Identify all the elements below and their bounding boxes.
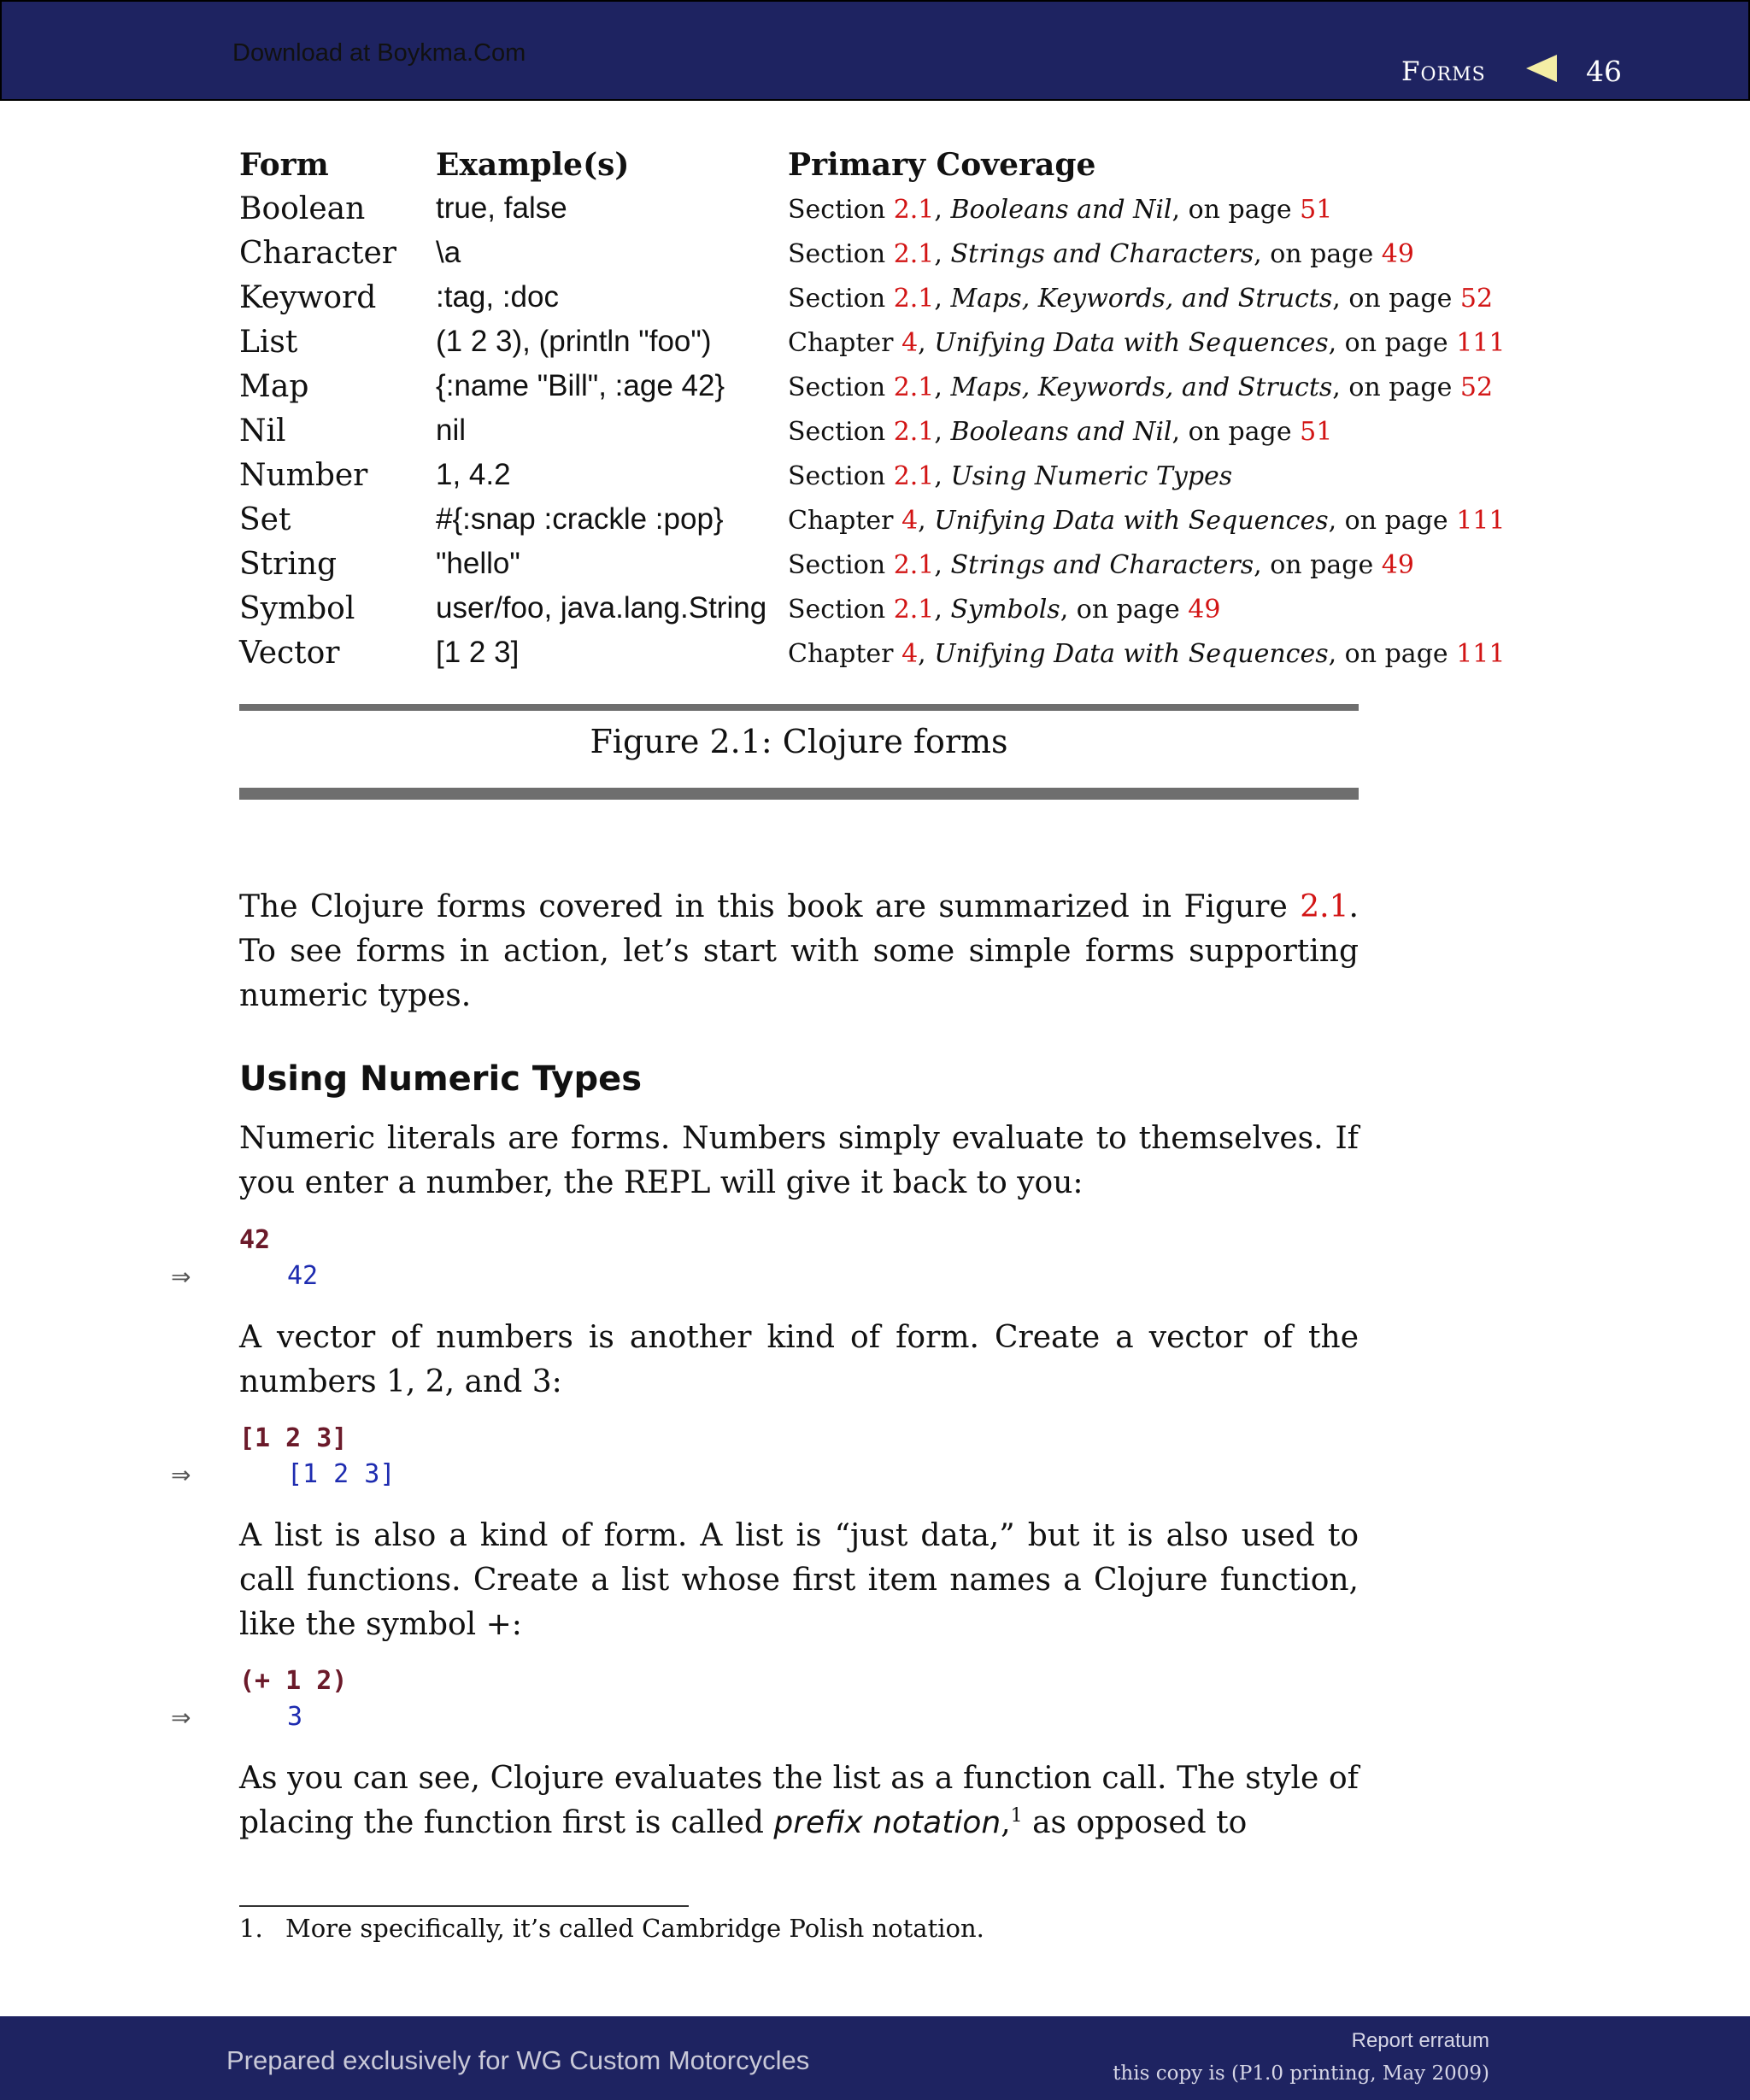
coverage-page-link[interactable]: 51	[1300, 195, 1333, 225]
form-cell: Boolean	[239, 191, 366, 226]
coverage-page-link[interactable]: 52	[1459, 372, 1494, 402]
table-row	[239, 636, 1506, 680]
coverage-number-link[interactable]: 2.1	[893, 417, 935, 447]
coverage-kind: Chapter	[788, 506, 894, 536]
coverage-on-page: , on page	[1172, 417, 1301, 447]
table-row	[239, 414, 1495, 458]
code-input: (+ 1 2)	[239, 1666, 348, 1696]
footnote-marker[interactable]: 1	[1010, 1805, 1023, 1827]
intro-paragraph	[239, 885, 1359, 1018]
coverage-number-link[interactable]: 2.1	[893, 550, 935, 580]
coverage-page-link[interactable]: 52	[1459, 284, 1494, 314]
footnote-rule	[239, 1905, 689, 1907]
download-note: Download at Boykma.Com	[232, 39, 526, 67]
coverage-cell: Section 2.1, Booleans and Nil, on page 51	[788, 195, 1333, 225]
example-cell: nil	[436, 414, 467, 447]
coverage-title: Maps, Keywords, and Structs	[950, 372, 1333, 402]
paragraph: Numeric literals are forms. Numbers simply evaluate to themselves. If you enter a number, the REPL will give it back to you:	[239, 1121, 1359, 1200]
coverage-cell: Section 2.1, Strings and Characters, on page 49	[788, 239, 1414, 269]
coverage-title: Unifying Data with Sequences	[934, 328, 1329, 358]
coverage-page-link[interactable]: 49	[1381, 239, 1414, 269]
column-header: Form	[239, 147, 329, 183]
coverage-kind: Section	[788, 595, 886, 625]
emphasis: prefix notation	[773, 1805, 1001, 1840]
coverage-title: Unifying Data with Sequences	[934, 639, 1329, 669]
coverage-on-page: , on page	[1332, 284, 1460, 314]
section-heading: Using Numeric Types	[239, 1059, 643, 1099]
form-cell: Nil	[239, 414, 286, 449]
coverage-on-page: , on page	[1254, 550, 1382, 580]
page-number: 46	[1586, 55, 1622, 88]
coverage-number-link[interactable]: 2.1	[893, 195, 935, 225]
coverage-on-page: , on page	[1328, 328, 1457, 358]
section-name: Forms	[1401, 56, 1486, 87]
example-cell: "hello"	[436, 547, 520, 580]
coverage-page-link[interactable]: 49	[1381, 550, 1414, 580]
column-header: Example(s)	[436, 147, 630, 183]
coverage-page-link[interactable]: 49	[1188, 595, 1221, 625]
form-cell: String	[239, 547, 338, 582]
column-header: Primary Coverage	[788, 147, 1096, 183]
paragraph: A vector of numbers is another kind of form. Create a vector of the numbers 1, 2, and 3:	[239, 1320, 1359, 1399]
result-arrow-icon: ⇒	[171, 1704, 191, 1732]
coverage-kind: Chapter	[788, 639, 894, 669]
footnote	[239, 1914, 984, 1943]
coverage-kind: Section	[788, 284, 886, 314]
table-row	[239, 458, 1495, 502]
prepared-for: Prepared exclusively for WG Custom Motorcycles	[226, 2045, 810, 2075]
coverage-kind: Section	[788, 239, 886, 269]
coverage-cell: Section 2.1, Booleans and Nil, on page 51	[788, 417, 1333, 447]
example-cell: [1 2 3]	[436, 636, 520, 669]
table-row	[239, 591, 1495, 636]
table-row	[239, 547, 1495, 591]
coverage-cell: Section 2.1, Maps, Keywords, and Structs, on page 52	[788, 372, 1494, 402]
example-cell: 1, 4.2	[436, 458, 511, 491]
form-cell: Set	[239, 502, 291, 537]
coverage-number-link[interactable]: 2.1	[893, 372, 935, 402]
form-cell: List	[239, 325, 298, 360]
coverage-page-link[interactable]: 111	[1456, 639, 1506, 669]
table-row	[239, 280, 1495, 325]
form-cell: Vector	[239, 636, 340, 671]
coverage-kind: Section	[788, 417, 886, 447]
code-input: 42	[239, 1225, 271, 1255]
report-erratum-link[interactable]: Report erratum	[1351, 2029, 1489, 2052]
coverage-cell: Chapter 4, Unifying Data with Sequences, on page 111	[788, 506, 1506, 536]
table-row	[239, 236, 1495, 280]
coverage-title: Using Numeric Types	[950, 461, 1233, 491]
code-output: 42	[287, 1261, 319, 1291]
result-arrow-icon: ⇒	[171, 1461, 191, 1489]
footnote-text: More specifically, it’s called Cambridge Polish notation.	[285, 1914, 984, 1943]
form-cell: Number	[239, 458, 368, 493]
table-row	[239, 325, 1506, 369]
coverage-title: Strings and Characters	[950, 550, 1254, 580]
table-header-row	[239, 147, 1495, 191]
coverage-kind: Chapter	[788, 328, 894, 358]
coverage-kind: Section	[788, 195, 886, 225]
example-cell: #{:snap :crackle :pop}	[436, 502, 724, 536]
punctuation: ,	[1001, 1805, 1011, 1840]
coverage-on-page: , on page	[1060, 595, 1189, 625]
code-input: [1 2 3]	[239, 1423, 348, 1453]
coverage-on-page: , on page	[1172, 195, 1301, 225]
form-cell: Symbol	[239, 591, 355, 626]
table-body	[239, 191, 1506, 680]
coverage-number-link[interactable]: 4	[901, 328, 919, 358]
coverage-number-link[interactable]: 4	[901, 506, 919, 536]
coverage-cell: Chapter 4, Unifying Data with Sequences, on page 111	[788, 639, 1506, 669]
coverage-on-page: , on page	[1328, 639, 1457, 669]
coverage-on-page: , on page	[1328, 506, 1457, 536]
coverage-page-link[interactable]: 111	[1456, 506, 1506, 536]
coverage-title: Strings and Characters	[950, 239, 1254, 269]
coverage-kind: Section	[788, 372, 886, 402]
table-row	[239, 369, 1495, 414]
coverage-cell: Section 2.1, Using Numeric Types	[788, 461, 1233, 491]
coverage-number-link[interactable]: 2.1	[893, 595, 935, 625]
coverage-page-link[interactable]: 51	[1300, 417, 1333, 447]
figure-link[interactable]: 2.1	[1300, 889, 1349, 924]
paragraph-text: As you can see, Clojure evaluates the list as a function call. The style of placing the function first is called	[239, 1761, 1359, 1840]
coverage-number-link[interactable]: 2.1	[893, 239, 935, 269]
coverage-cell: Section 2.1, Symbols, on page 49	[788, 595, 1221, 625]
coverage-on-page: , on page	[1332, 372, 1460, 402]
table-row	[239, 191, 1495, 236]
table-row	[239, 502, 1506, 547]
back-arrow-icon[interactable]	[1526, 55, 1557, 82]
example-cell: \a	[436, 236, 461, 269]
code-output: [1 2 3]	[287, 1459, 396, 1489]
coverage-kind: Section	[788, 461, 886, 491]
example-cell: :tag, :doc	[436, 280, 559, 314]
coverage-page-link[interactable]: 111	[1456, 328, 1506, 358]
example-cell: (1 2 3), (println "foo")	[436, 325, 712, 358]
form-cell: Keyword	[239, 280, 377, 315]
figure-rule-bottom	[239, 788, 1359, 800]
coverage-cell: Chapter 4, Unifying Data with Sequences, on page 111	[788, 328, 1506, 358]
coverage-title: Unifying Data with Sequences	[934, 506, 1329, 536]
paragraph-text: as opposed to	[1022, 1805, 1248, 1840]
coverage-title: Booleans and Nil	[950, 195, 1172, 225]
coverage-number-link[interactable]: 2.1	[893, 461, 935, 491]
coverage-on-page: , on page	[1254, 239, 1382, 269]
printing-info: this copy is (P1.0 printing, May 2009)	[1113, 2062, 1489, 2085]
coverage-number-link[interactable]: 2.1	[893, 284, 935, 314]
coverage-cell: Section 2.1, Strings and Characters, on page 49	[788, 550, 1414, 580]
code-output: 3	[287, 1702, 303, 1732]
example-cell: true, false	[436, 191, 567, 225]
form-cell: Map	[239, 369, 309, 404]
forms-table	[239, 147, 1506, 680]
coverage-title: Booleans and Nil	[950, 417, 1172, 447]
paragraph: A list is also a kind of form. A list is “just data,” but it is also used to call functions. Create a list whose first item names a Clojure function, like the symbol +:	[239, 1518, 1359, 1642]
coverage-title: Maps, Keywords, and Structs	[950, 284, 1333, 314]
coverage-kind: Section	[788, 550, 886, 580]
intro-text: The Clojure forms covered in this book are summarized in Figure	[239, 889, 1301, 924]
example-cell: {:name "Bill", :age 42}	[436, 369, 725, 402]
intro-text: . To see forms in action, let’s start with some simple forms supporting numeric types.	[239, 889, 1359, 1013]
figure-caption: Figure 2.1: Clojure forms	[590, 723, 1008, 760]
example-cell: user/foo, java.lang.String	[436, 591, 767, 625]
figure-rule-top	[239, 704, 1359, 711]
paragraph	[239, 1757, 1359, 1845]
footnote-number: 1.	[239, 1914, 263, 1943]
coverage-cell: Section 2.1, Maps, Keywords, and Structs, on page 52	[788, 284, 1494, 314]
coverage-number-link[interactable]: 4	[901, 639, 919, 669]
form-cell: Character	[239, 236, 397, 271]
result-arrow-icon: ⇒	[171, 1263, 191, 1291]
coverage-title: Symbols	[950, 595, 1060, 625]
